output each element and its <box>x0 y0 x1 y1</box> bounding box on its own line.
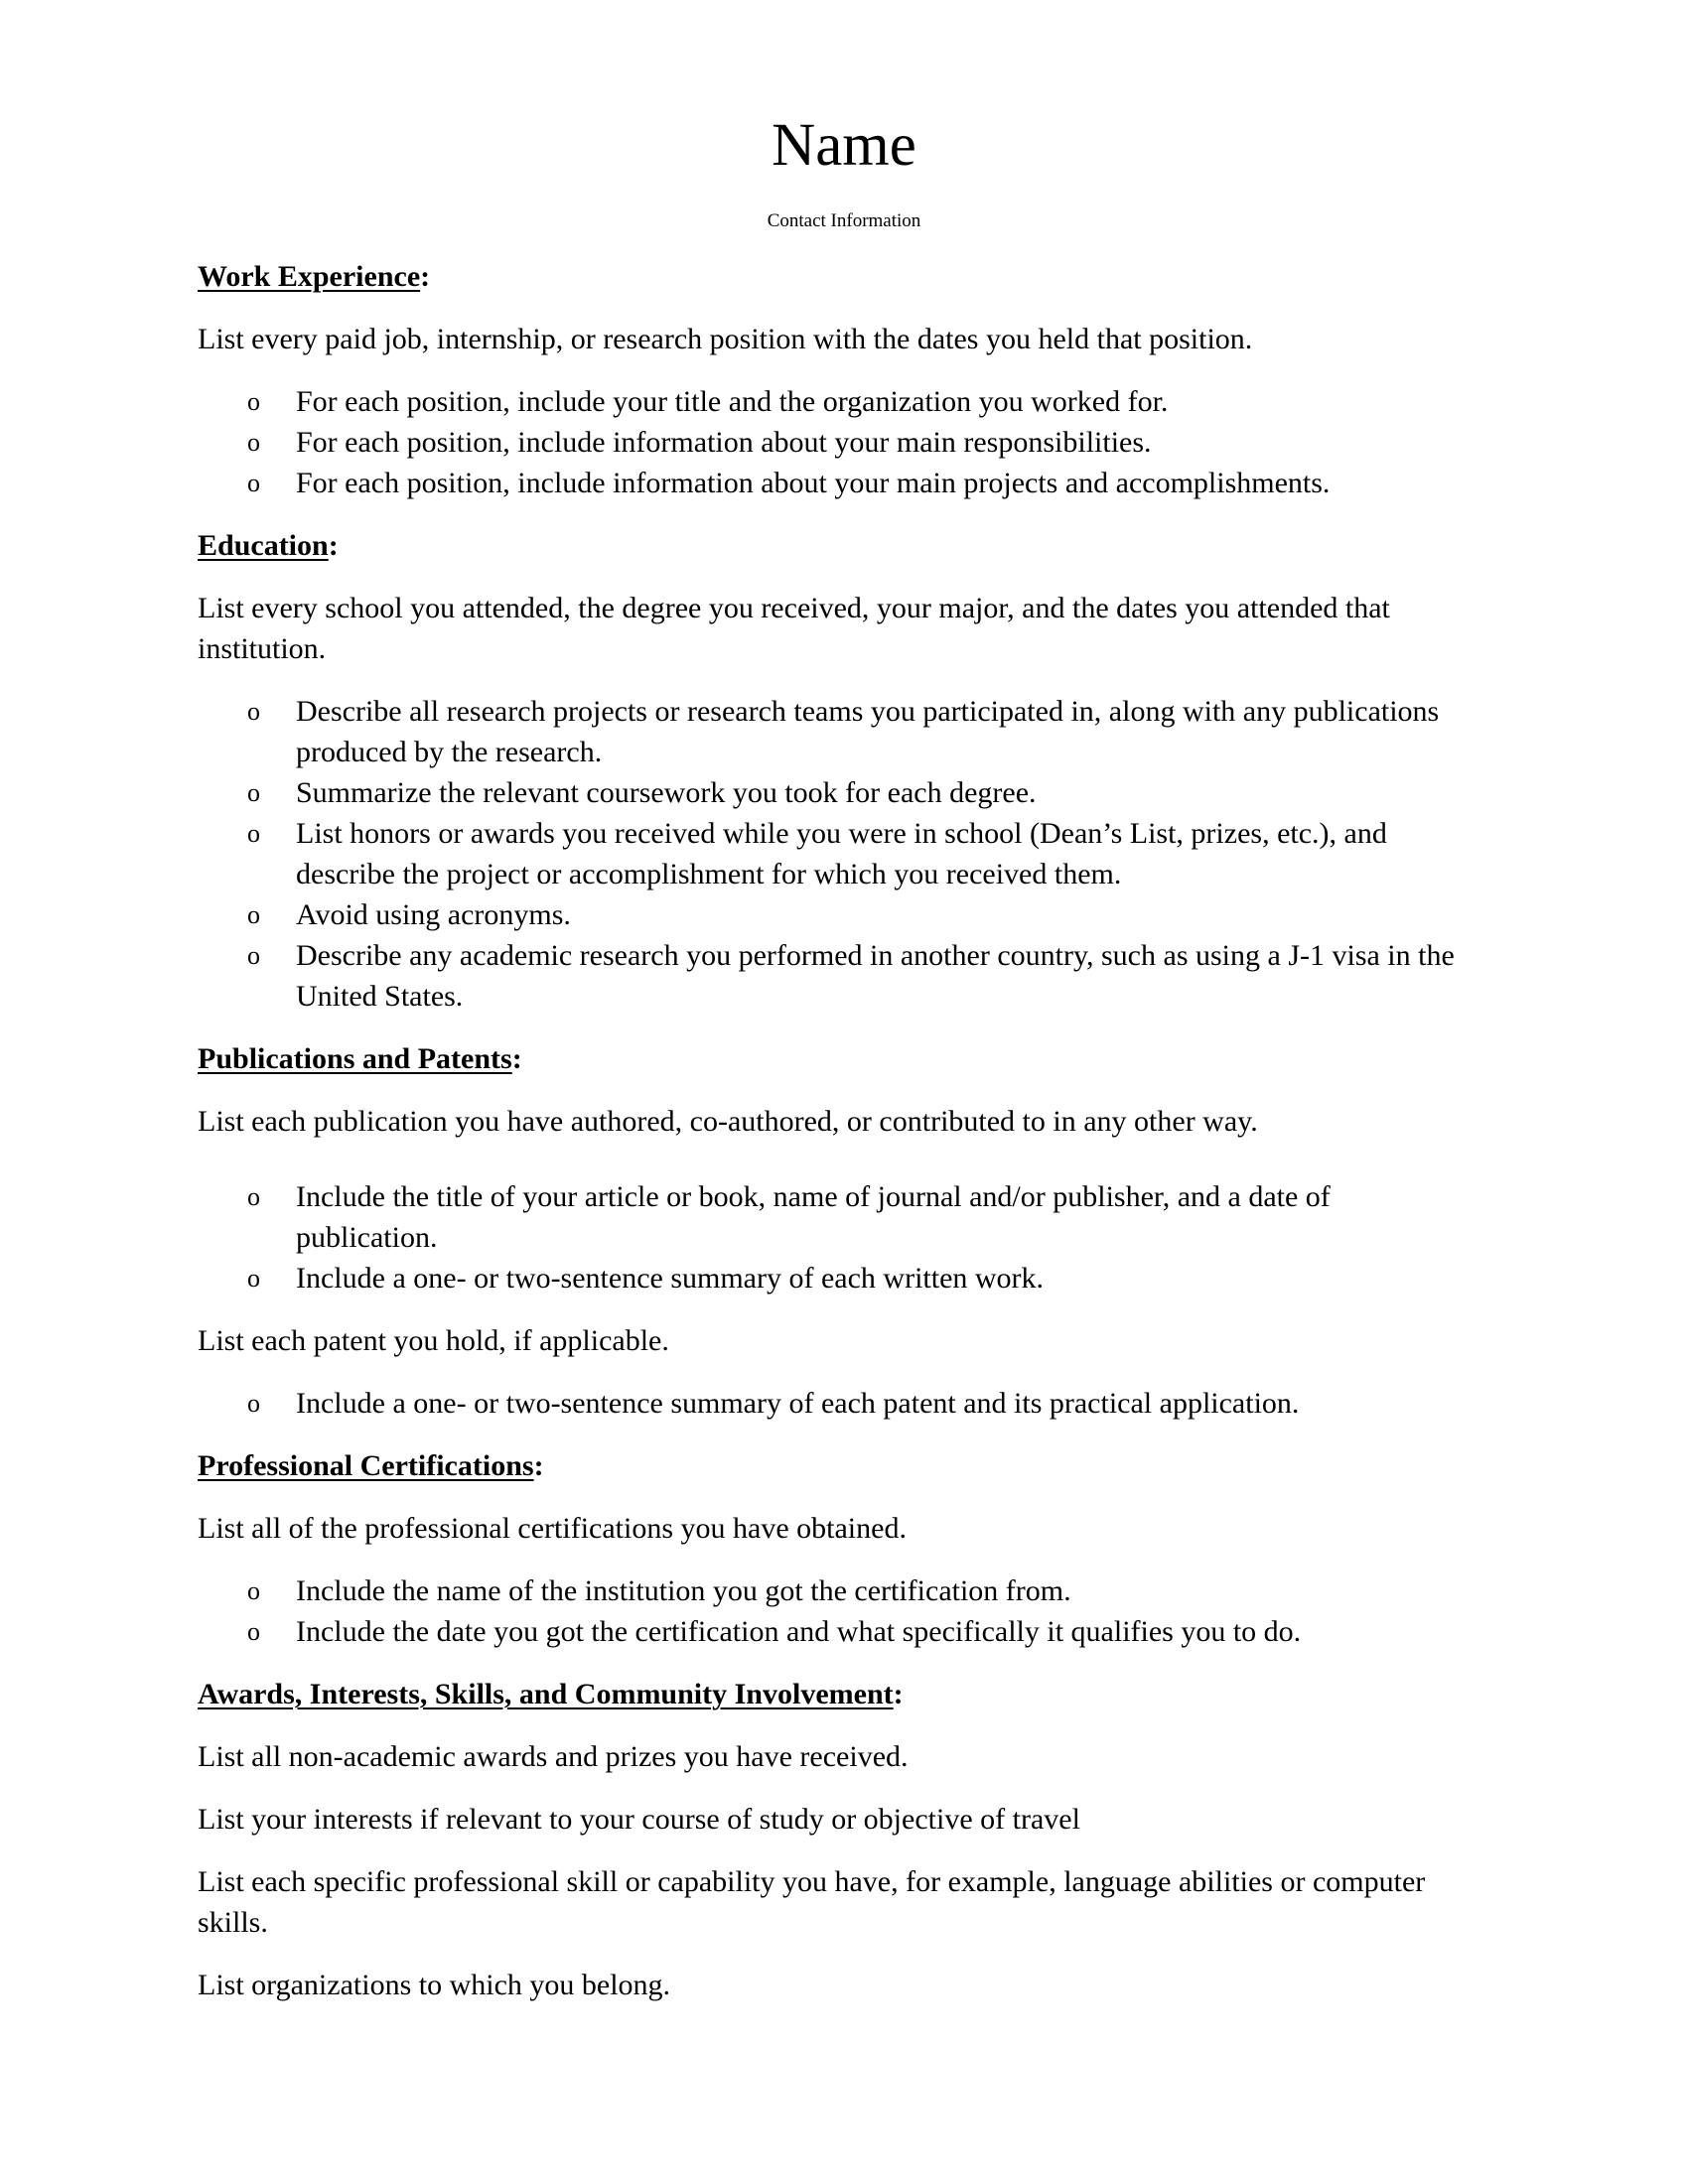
name-title: Name <box>772 112 916 179</box>
list-item: o For each position, include information about your main projects and accomplishments. <box>198 463 1478 503</box>
section-heading: Work Experience: <box>198 260 431 293</box>
bullet-icon: o <box>247 387 260 416</box>
list-item: o Include the title of your article or book, name of journal and/or publisher, and a date of publication. <box>198 1176 1478 1258</box>
section-heading: Publications and Patents: <box>198 1042 522 1075</box>
bullet-icon: o <box>247 941 260 970</box>
bullet-icon: o <box>247 1182 260 1211</box>
paragraph: List your interests if relevant to your course of study or objective of travel <box>198 1803 1080 1836</box>
section-intro: List every paid job, internship, or research position with the dates you held that position. <box>198 323 1253 355</box>
patent-intro: List each patent you hold, if applicable. <box>198 1324 669 1357</box>
bullet-icon: o <box>247 1264 260 1293</box>
list-item: o Describe all research projects or research teams you participated in, along with any publications produced by the research. <box>198 691 1478 772</box>
bullet-icon: o <box>247 697 260 726</box>
paragraph: List all non-academic awards and prizes you have received. <box>198 1740 909 1773</box>
bullet-icon: o <box>247 1617 260 1646</box>
list-item: o For each position, include information about your main responsibilities. <box>198 422 1478 463</box>
list-item: o Include a one- or two-sentence summary of each written work. <box>198 1258 1478 1298</box>
section-heading: Education: <box>198 529 339 562</box>
bullet-icon: o <box>247 819 260 848</box>
section-intro: List every school you attended, the degree you received, your major, and the dates you attended that institution. <box>198 592 1390 665</box>
paragraph: List organizations to which you belong. <box>198 1969 671 2001</box>
contact-information: Contact Information <box>767 210 921 231</box>
bullet-icon: o <box>247 900 260 929</box>
section-professional-certifications <box>198 1445 1478 1652</box>
bullet-list <box>198 381 1478 503</box>
section-intro: List each publication you have authored, co-authored, or contributed to in any other way. <box>198 1105 1258 1138</box>
section-publications-patents <box>198 1038 1478 1424</box>
paragraph: List each specific professional skill or capability you have, for example, language abilities or computer skills. <box>198 1865 1426 1939</box>
bullet-icon: o <box>247 469 260 497</box>
list-item: o For each position, include your title and the organization you worked for. <box>198 381 1478 422</box>
list-item: o Include a one- or two-sentence summary of each patent and its practical application. <box>198 1383 1478 1424</box>
bullet-icon: o <box>247 1389 260 1418</box>
list-item: o Summarize the relevant coursework you took for each degree. <box>198 772 1478 813</box>
list-item: o Include the name of the institution you got the certification from. <box>198 1570 1478 1611</box>
list-item: o List honors or awards you received while you were in school (Dean’s List, prizes, etc.), and describe the project or accomplishment for which you received them. <box>198 813 1478 894</box>
list-item: o Include the date you got the certification and what specifically it qualifies you to do. <box>198 1611 1478 1652</box>
list-item: o Avoid using acronyms. <box>198 894 1478 935</box>
bullet-list <box>198 691 1478 1017</box>
section-heading: Professional Certifications: <box>198 1449 544 1482</box>
section-awards-interests-skills <box>198 1674 1478 2005</box>
bullet-list <box>198 1176 1478 1298</box>
document-body <box>198 256 1478 2005</box>
bullet-list <box>198 1383 1478 1424</box>
bullet-list <box>198 1570 1478 1652</box>
section-heading: Awards, Interests, Skills, and Community Involvement: <box>198 1678 904 1710</box>
section-work-experience <box>198 256 1478 503</box>
section-education <box>198 525 1478 1017</box>
bullet-icon: o <box>247 1576 260 1605</box>
section-intro: List all of the professional certifications you have obtained. <box>198 1512 907 1545</box>
list-item: o Describe any academic research you performed in another country, such as using a J-1 visa in the United States. <box>198 935 1478 1017</box>
bullet-icon: o <box>247 428 260 457</box>
bullet-icon: o <box>247 778 260 807</box>
